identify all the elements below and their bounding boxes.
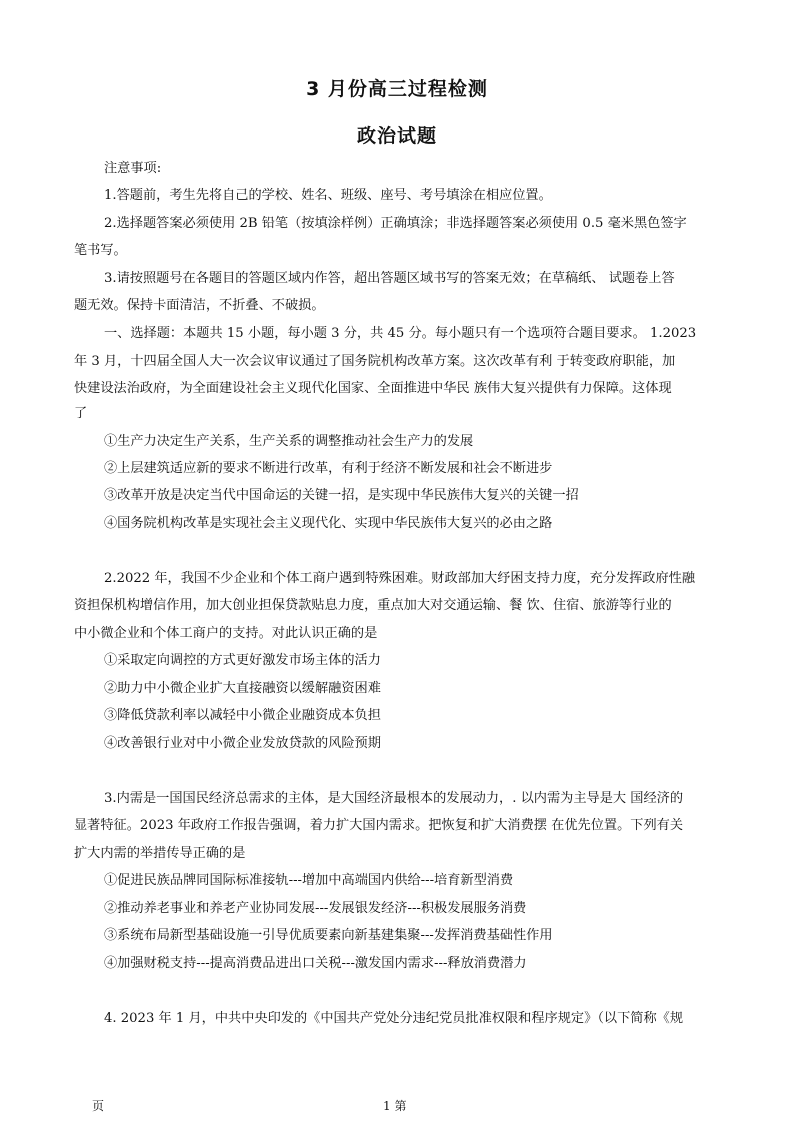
q1-statement-3: ③改革开放是决定当代中国命运的关键一招，是实现中华民族伟大复兴的关键一招 (104, 488, 579, 503)
notice-item-1: 1.答题前，考生先将自己的学校、姓名、班级、座号、考号填涂在相应位置。 (104, 188, 552, 203)
notice-item-2-cont: 笔书写。 (74, 243, 127, 258)
exam-title: 3 月份高三过程检测 (306, 78, 488, 100)
question-1-text: 年 3 月，十四届全国人大一次会议审议通过了国务院机构改革方案。这次改革有利 于转变政府职能，加 (74, 354, 676, 369)
q3-statement-3: ③系统布局新型基础设施一引导优质要素向新基建集聚---发挥消费基础性作用 (104, 928, 553, 943)
question-2-text: 资担保机构增信作用，加大创业担保贷款贴息力度，重点加大对交通运输、餐 饮、住宿、旅游等行业的 (74, 598, 672, 613)
q2-statement-2: ②助力中小微企业扩大直接融资以缓解融资困难 (104, 681, 381, 696)
notice-item-3: 3.请按照题号在各题目的答题区域内作答，超出答题区域书写的答案无效；在草稿纸、 试题卷上答 (104, 271, 675, 286)
question-2-text: 中小微企业和个体工商户的支持。对此认识正确的是 (74, 626, 378, 641)
q2-statement-3: ③降低贷款利率以减轻中小微企业融资成本负担 (104, 708, 381, 723)
q1-statement-4: ④国务院机构改革是实现社会主义现代化、实现中华民族伟大复兴的必由之路 (104, 516, 553, 531)
question-3-text: 扩大内需的举措传导正确的是 (74, 846, 246, 861)
footer-left: 页 (92, 1099, 105, 1113)
q2-statement-4: ④改善银行业对中小微企业发放贷款的风险预期 (104, 736, 381, 751)
question-2-text: 2.2022 年，我国不少企业和个体工商户遇到特殊困难。财政部加大纾困支持力度，充分发挥政府性融 (104, 571, 696, 586)
q3-statement-1: ①促进民族品牌同国际标准接轨---增加中高端国内供给---培育新型消费 (104, 873, 514, 888)
question-1-text: 了 (74, 406, 88, 421)
page-number: 1 第 (383, 1099, 407, 1113)
q3-statement-2: ②推动养老事业和养老产业协同发展---发展银发经济---积极发展服务消费 (104, 901, 527, 916)
q1-statement-2: ②上层建筑适应新的要求不断进行改革，有利于经济不断发展和社会不断进步 (104, 461, 553, 476)
notice-item-2: 2.选择题答案必须使用 2B 铅笔（按填涂样例）正确填涂；非选择题答案必须使用 0.5 毫米黑色签字 (104, 216, 687, 231)
exam-subtitle: 政治试题 (356, 125, 437, 147)
question-3-text: 3.内需是一国国民经济总需求的主体，是大国经济最根本的发展动力，. 以内需为主导是大 国经济的 (104, 791, 684, 806)
question-3-text: 显著特征。2023 年政府工作报告强调，着力扩大国内需求。把恢复和扩大消费摆 在优先位置。下列有关 (74, 818, 684, 833)
section-heading: 一、选择题：本题共 15 小题，每小题 3 分，共 45 分。每小题只有一个选项符合题目要求。 1.2023 (104, 326, 697, 341)
question-4-text: 4. 2023 年 1 月，中共中央印发的《中国共产党处分违纪党员批准权限和程序规定》（以下简称《规 (104, 1011, 684, 1026)
notice-heading: 注意事项: (104, 161, 162, 176)
notice-item-3-cont: 题无效。保持卡面清洁，不折叠、不破损。 (74, 298, 325, 313)
q1-statement-1: ①生产力决定生产关系，生产关系的调整推动社会生产力的发展 (104, 434, 474, 449)
q3-statement-4: ④加强财税支持---提高消费品进出口关税---激发国内需求---释放消费潜力 (104, 956, 527, 971)
q2-statement-1: ①采取定向调控的方式更好激发市场主体的活力 (104, 653, 381, 668)
question-1-text: 快建设法治政府，为全面建设社会主义现代化国家、全面推进中华民 族伟大复兴提供有力保障。这体现 (74, 381, 672, 396)
